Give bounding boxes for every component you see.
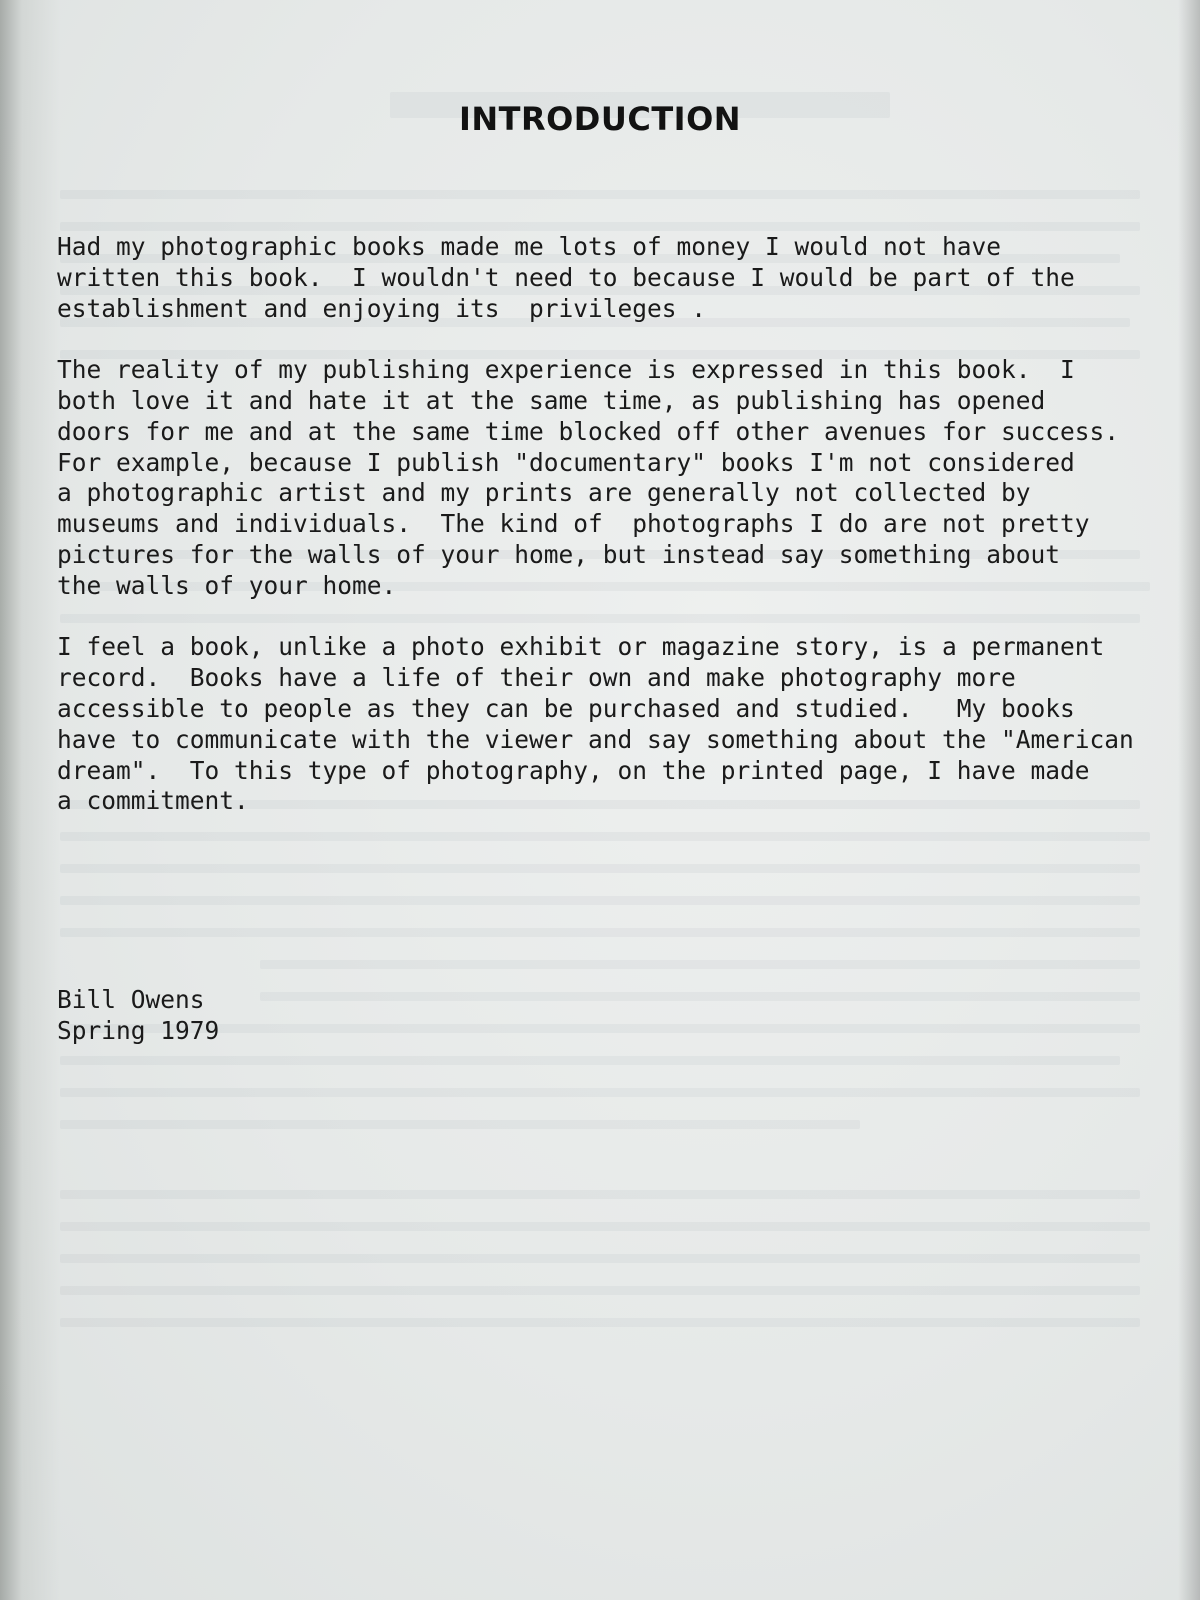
- page-edge-shadow: [1178, 0, 1200, 1600]
- text-line: a commitment.: [57, 786, 249, 816]
- text-line: written this book. I wouldn't need to because I would be part of the: [57, 262, 1075, 292]
- signature-block: [57, 985, 219, 1047]
- text-line: accessible to people as they can be purchased and studied. My books: [57, 693, 1075, 723]
- text-line: doors for me and at the same time blocked off other avenues for success.: [57, 416, 1120, 446]
- signature-date: Spring 1979: [57, 1015, 220, 1045]
- text-line: have to communicate with the viewer and say something about the "American: [57, 724, 1134, 754]
- page-title: INTRODUCTION: [458, 100, 742, 138]
- author-name: Bill Owens: [57, 985, 205, 1014]
- text-line: dream". To this type of photography, on the printed page, I have made: [57, 755, 1090, 785]
- text-line: record. Books have a life of their own and make photography more: [57, 663, 1016, 693]
- body-text: [57, 232, 1187, 848]
- text-line: Had my photographic books made me lots of money I would not have: [57, 232, 1002, 261]
- text-line: both love it and hate it at the same time, as publishing has opened: [57, 385, 1046, 415]
- text-line: The reality of my publishing experience is expressed in this book. I: [57, 355, 1075, 385]
- text-line: I feel a book, unlike a photo exhibit or magazine story, is a permanent: [57, 632, 1105, 662]
- text-line: For example, because I publish "documentary" books I'm not considered: [57, 447, 1075, 477]
- paragraph-2: [57, 355, 1187, 601]
- text-line: a photographic artist and my prints are generally not collected by: [57, 478, 1031, 508]
- text-line: pictures for the walls of your home, but instead say something about: [57, 539, 1061, 569]
- text-line: the walls of your home.: [57, 570, 397, 600]
- text-line: establishment and enjoying its privileges .: [57, 293, 707, 323]
- paragraph-1: [57, 232, 1187, 324]
- text-line: museums and individuals. The kind of photographs I do are not pretty: [57, 509, 1090, 539]
- paragraph-3: [57, 632, 1187, 817]
